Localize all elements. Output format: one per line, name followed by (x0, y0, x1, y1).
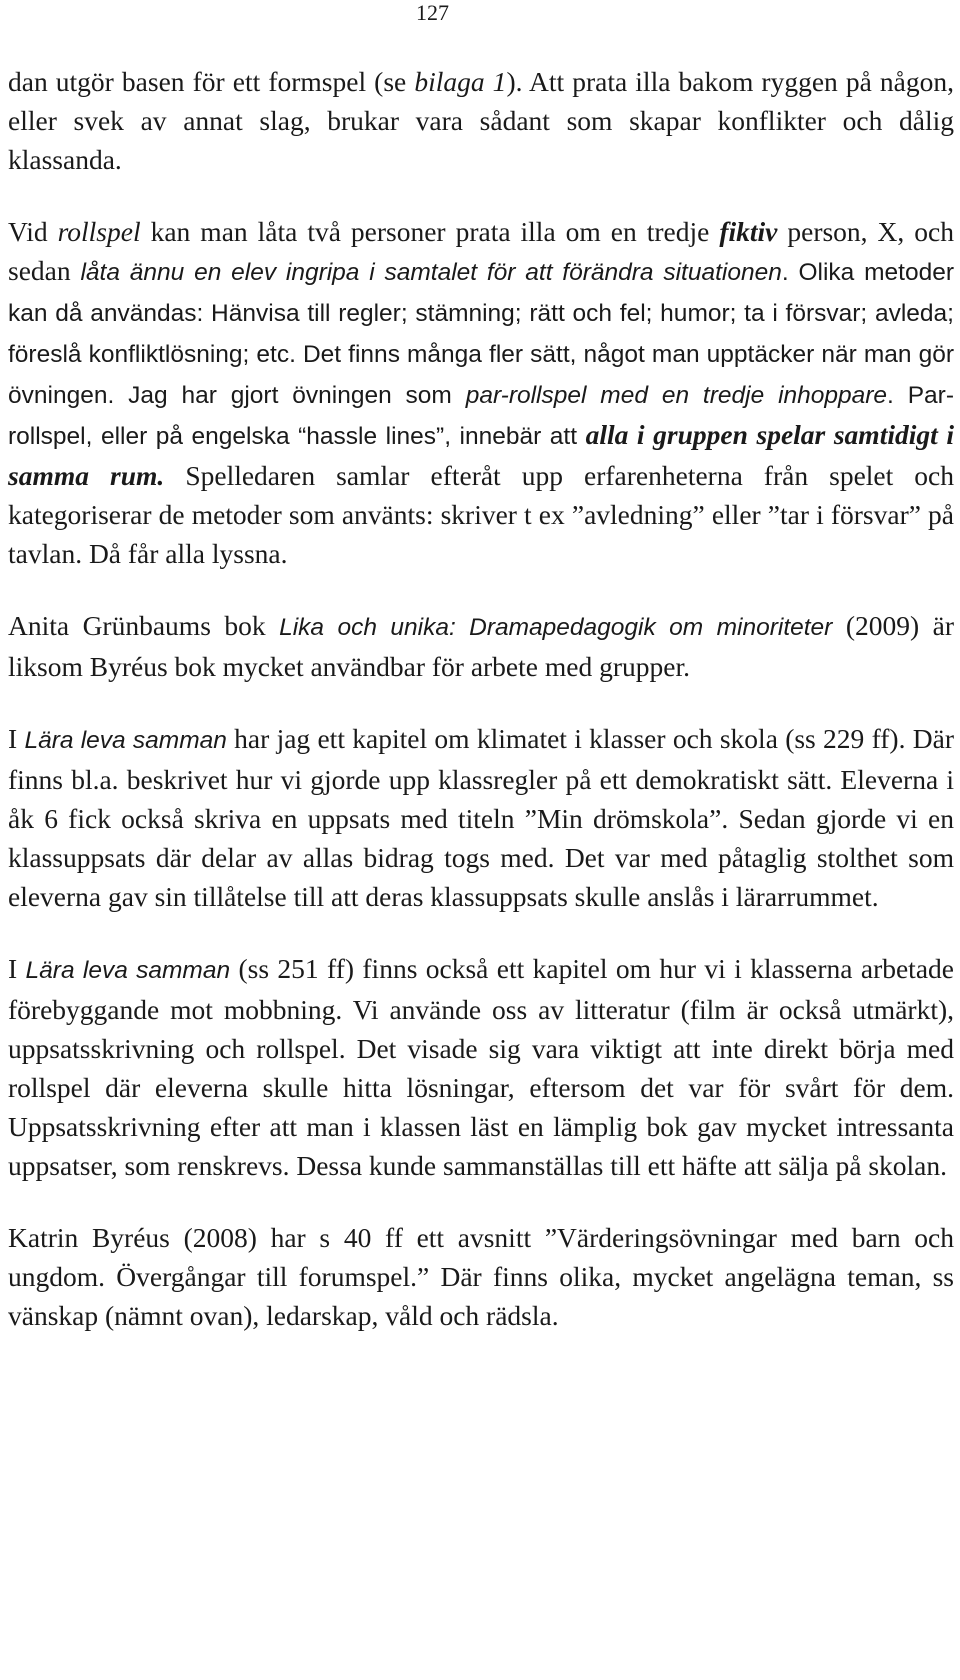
p1-bilaga-reference: bilaga 1 (414, 66, 507, 97)
p2-text-4: . Olika metoder kan då användas: Hänvisa till regler; stämning; rätt och fel; humor; ta i försvar; avleda; föreslå konfliktlösning; etc. Det finns många fler sätt, något man upptäcker när man gör övningen. Jag har gjort övningen som (8, 259, 954, 409)
p2-alla-phrase: alla i gruppen spelar samtidigt i samma rum. (8, 419, 954, 491)
p4-text-1: I (8, 723, 25, 754)
body-text (8, 62, 954, 1368)
p3-book-title: Lika och unika: Dramapedagogik om minoriteter (279, 614, 833, 641)
p2-text-3: person, X, och sedan (8, 216, 954, 286)
p2-intervention-phrase: låta ännu en elev ingripa i samtalet för att förändra situationen (80, 259, 782, 286)
paragraph-6 (8, 1218, 954, 1335)
p5-text-1: I (8, 953, 26, 984)
p1-text-1: dan utgör basen för ett formspel (se (8, 66, 415, 97)
p1-text-2: ). Att prata illa bakom ryggen på någon, eller svek av annat slag, brukar vara sådant som skapar konflikter och dålig klassanda. (8, 66, 954, 175)
p2-rollspel-term: rollspel (57, 216, 141, 247)
p5-text-2: (ss 251 ff) finns också ett kapitel om hur vi i klasserna arbetade förebyggande mot mobbning. Vi använde oss av litteratur (film är också utmärkt), uppsatsskrivning och rollspel. Det visade sig vara viktigt att inte direkt börja med rollspel där eleverna skulle hitta lösningar, eftersom det var för svårt för dem. Uppsatsskrivning efter att man i klassen läst en lämplig bok gav mycket intressanta uppsatser, som renskrevs. Dessa kunde sammanställas till ett häfte att sälja på skolan. (8, 953, 954, 1181)
p5-book-title: Lära leva samman (25, 957, 231, 984)
paragraph-3 (8, 606, 954, 686)
paragraph-4 (8, 719, 954, 916)
p3-text-1: Anita Grünbaums bok (8, 610, 280, 641)
p6-text-1: Katrin Byréus (2008) har s 40 ff ett avsnitt ”Värderingsövningar med barn och ungdom. Övergångar till forumspel.” Där finns olika, mycket angelägna teman, ss vänskap (nämnt ovan), ledarskap, våld och rädsla. (8, 1222, 954, 1331)
p4-book-title: Lära leva samman (24, 727, 227, 754)
paragraph-2 (8, 212, 954, 573)
p2-fiktiv-term: fiktiv (719, 216, 778, 247)
p3-text-2: (2009) är liksom Byréus bok mycket användbar för arbete med grupper. (8, 610, 954, 682)
p2-text-6: Spelledaren samlar efteråt upp erfarenheterna från spelet och kategoriserar de metoder som använts: skriver t ex ”avledning” eller ”tar i försvar” på tavlan. Då får alla lyssna. (8, 460, 954, 569)
p2-text-5: . Par-rollspel, eller på engelska “hassle lines”, innebär att (8, 382, 954, 450)
paragraph-1 (8, 62, 954, 179)
p4-text-2: har jag ett kapitel om klimatet i klasser och skola (ss 229 ff). Där finns bl.a. beskrivet hur vi gjorde upp klassregler på ett demokratiskt sätt. Eleverna i åk 6 fick också skriva en uppsats med titeln ”Min drömskola”. Sedan gjorde vi en klassuppsats där delar av allas bidrag togs med. Det var med påtaglig stolthet som eleverna gav sin tillåtelse till att deras klassuppsats skulle anslås i lärarrummet. (8, 723, 954, 912)
page-number: 127 (416, 0, 449, 25)
p2-text-2: kan man låta två personer prata illa om en tredje (140, 216, 720, 247)
p2-par-rollspel-phrase: par-rollspel med en tredje inhoppare (465, 382, 888, 409)
paragraph-5 (8, 949, 954, 1185)
document-page (8, 0, 956, 1680)
p2-text-1: Vid (8, 216, 58, 247)
